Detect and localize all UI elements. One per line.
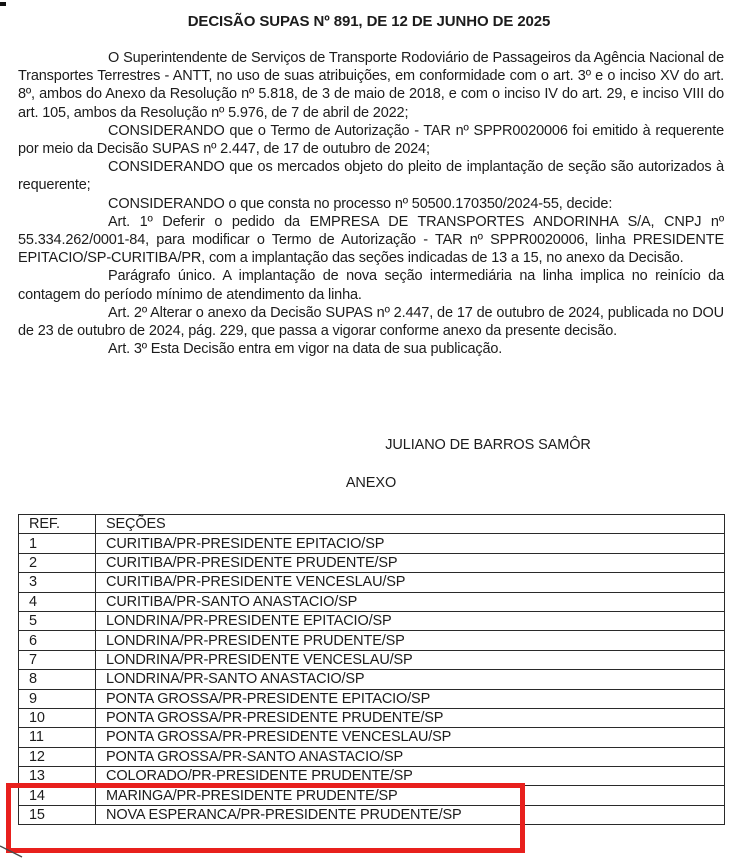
secao-cell: PONTA GROSSA/PR-SANTO ANASTACIO/SP [96, 747, 725, 766]
table-row-highlighted [19, 786, 725, 805]
ref-cell: 8 [19, 670, 96, 689]
secao-cell: LONDRINA/PR-PRESIDENTE PRUDENTE/SP [96, 631, 725, 650]
table-row [19, 534, 725, 553]
ref-cell: 15 [19, 805, 96, 824]
table-row [19, 573, 725, 592]
paragraph-paragrafo-unico: Parágrafo único. A implantação de nova seção intermediária na linha implica no reinício da contagem do período mínimo de atendimento da linha. [18, 268, 724, 303]
secao-cell: MARINGA/PR-PRESIDENTE PRUDENTE/SP [96, 786, 725, 805]
secao-cell: NOVA ESPERANCA/PR-PRESIDENTE PRUDENTE/SP [96, 805, 725, 824]
secao-cell: PONTA GROSSA/PR-PRESIDENTE EPITACIO/SP [96, 689, 725, 708]
table-row [19, 611, 725, 630]
paragraph-considerando-2: CONSIDERANDO que os mercados objeto do pleito de implantação de seção são autorizados à requerente; [18, 159, 724, 194]
document-body [18, 49, 724, 358]
ref-cell: 12 [19, 747, 96, 766]
secao-cell: CURITIBA/PR-PRESIDENTE VENCESLAU/SP [96, 573, 725, 592]
ref-cell: 7 [19, 650, 96, 669]
ref-cell: 10 [19, 708, 96, 727]
table-row [19, 747, 725, 766]
table-row [19, 650, 725, 669]
secao-cell: PONTA GROSSA/PR-PRESIDENTE VENCESLAU/SP [96, 728, 725, 747]
ref-cell: 13 [19, 767, 96, 786]
secao-cell: LONDRINA/PR-SANTO ANASTACIO/SP [96, 670, 725, 689]
secao-cell: CURITIBA/PR-PRESIDENTE EPITACIO/SP [96, 534, 725, 553]
ref-cell: 4 [19, 592, 96, 611]
secao-cell: CURITIBA/PR-SANTO ANASTACIO/SP [96, 592, 725, 611]
table-row [19, 708, 725, 727]
ref-cell: 6 [19, 631, 96, 650]
secao-cell: COLORADO/PR-PRESIDENTE PRUDENTE/SP [96, 767, 725, 786]
table-header-ref: REF. [19, 515, 96, 534]
ref-cell: 3 [19, 573, 96, 592]
pen-mark [0, 840, 40, 858]
ref-cell: 2 [19, 553, 96, 572]
table-row [19, 592, 725, 611]
scan-artifact-dot [0, 2, 6, 6]
ref-cell: 14 [19, 786, 96, 805]
ref-cell: 5 [19, 611, 96, 630]
paragraph-art-2: Art. 2º Alterar o anexo da Decisão SUPAS nº 2.447, de 17 de outubro de 2024, publicada no DOU de 23 de outubro de 2024, pág. 229, que passa a vigorar conforme anexo da presente decisão. [18, 304, 724, 340]
table-header-secoes: SEÇÕES [96, 515, 725, 534]
ref-cell: 1 [19, 534, 96, 553]
table-row [19, 728, 725, 747]
paragraph-art-3: Art. 3º Esta Decisão entra em vigor na data de sua publicação. [108, 341, 503, 358]
table-row [19, 631, 725, 650]
document-title: DECISÃO SUPAS Nº 891, DE 12 DE JUNHO DE 2025 [187, 13, 551, 30]
ref-cell: 11 [19, 728, 96, 747]
table-header-row [19, 515, 725, 534]
paragraph-art-1: Art. 1º Deferir o pedido da EMPRESA DE TRANSPORTES ANDORINHA S/A, CNPJ nº 55.334.262/0001-84, para modificar o Termo de Autorização - TAR nº SPPR0020006, linha PRESIDENTE EPITACIO/SP-CURITIBA/PR, com a implantação das seções indicadas de 13 a 15, no anexo da Decisão. [18, 213, 724, 267]
annex-heading: ANEXO [345, 475, 397, 491]
secao-cell: CURITIBA/PR-PRESIDENTE PRUDENTE/SP [96, 553, 725, 572]
paragraph-considerando-1: CONSIDERANDO que o Termo de Autorização - TAR nº SPPR0020006 foi emitido à requerente por meio da Decisão SUPAS nº 2.447, de 17 de outubro de 2024; [18, 122, 724, 158]
secao-cell: LONDRINA/PR-PRESIDENTE EPITACIO/SP [96, 611, 725, 630]
ref-cell: 9 [19, 689, 96, 708]
table-row [19, 670, 725, 689]
secao-cell: LONDRINA/PR-PRESIDENTE VENCESLAU/SP [96, 650, 725, 669]
table-row [19, 553, 725, 572]
table-row-highlighted [19, 767, 725, 786]
table-row-highlighted [19, 805, 725, 824]
annex-table [18, 514, 725, 825]
secao-cell: PONTA GROSSA/PR-PRESIDENTE PRUDENTE/SP [96, 708, 725, 727]
paragraph-considerando-3: CONSIDERANDO o que consta no processo nº 50500.170350/2024-55, decide: [108, 195, 613, 212]
paragraph-preamble: O Superintendente de Serviços de Transporte Rodoviário de Passageiros da Agência Nacional de Transportes Terrestres - ANTT, no uso de suas atribuições, em conformidade com o art. 3º e o inciso XV do art. 8º, ambos do Anexo da Resolução nº 5.818, de 3 de maio de 2018, e com o inciso IV do art. 29, e inciso VIII do art. 105, ambos da Resolução nº 5.976, de 7 de abril de 2022; [18, 50, 724, 121]
signature-name: JULIANO DE BARROS SAMÔR [385, 437, 591, 453]
table-row [19, 689, 725, 708]
